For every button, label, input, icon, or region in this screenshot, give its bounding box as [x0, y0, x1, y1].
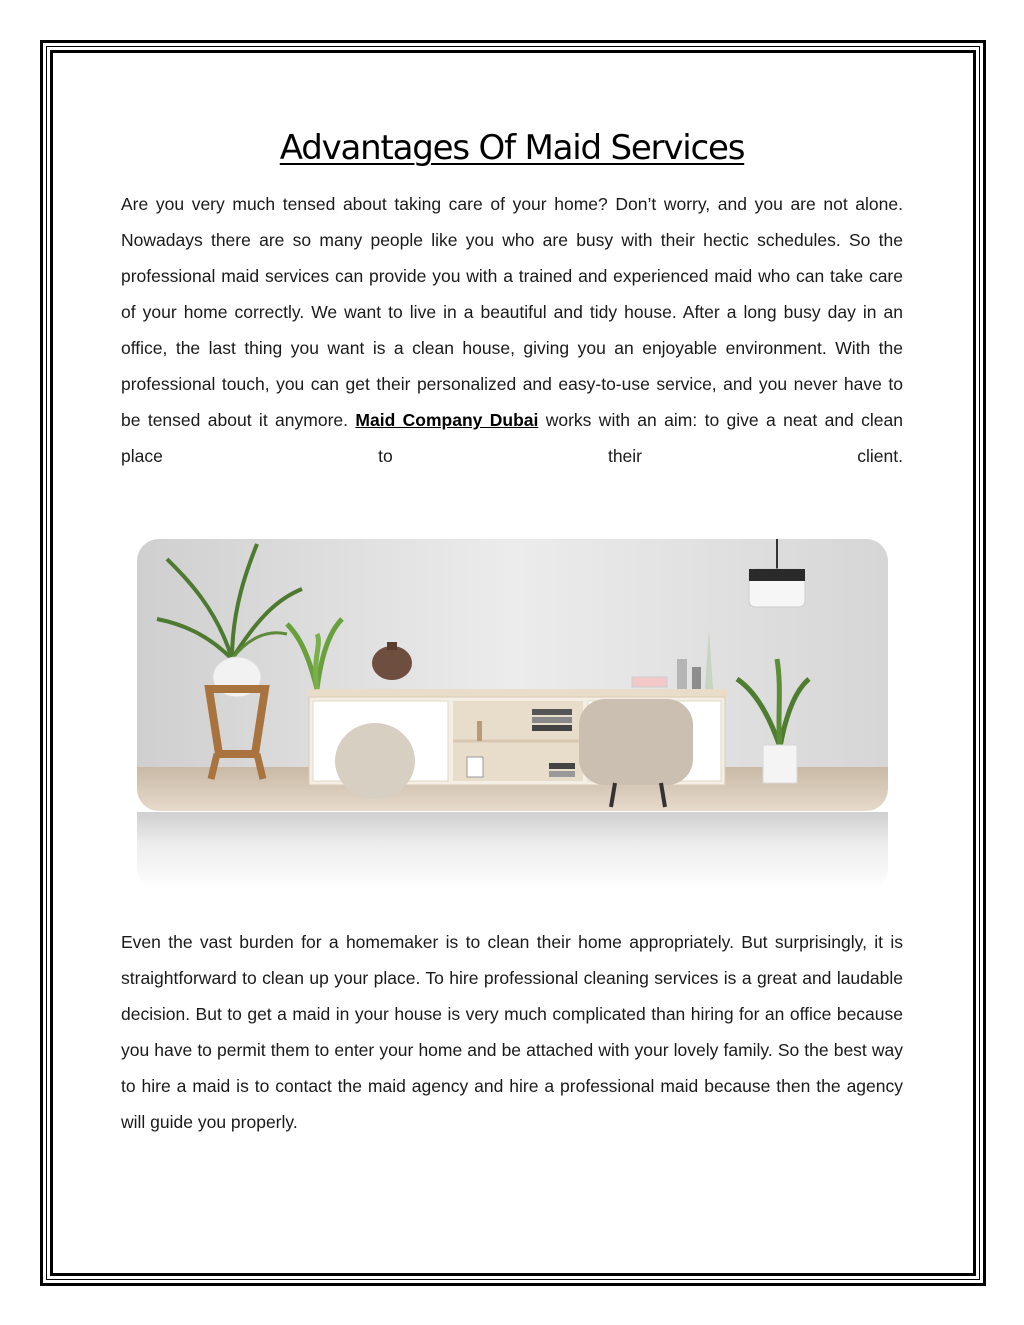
maid-company-dubai-link[interactable]: Maid Company Dubai — [355, 410, 539, 430]
body-paragraph: Even the vast burden for a homemaker is to clean their home appropriately. But surprisingly, it is straightforward to clean up your place. To hire professional cleaning services is a great and laudable decision. But to get a maid in your house is very much complicated than hiring for an office because you have to permit them to enter your home and be attached with your lovely family. So the best way to hire a maid is to contact the maid agency and hire a professional maid because then the agency will guide you properly. — [121, 932, 903, 1132]
pouf-left — [335, 723, 415, 799]
image-reflection — [137, 812, 888, 890]
intro-text-end: works with an aim: to give a neat and clean place to their client. — [121, 410, 903, 466]
living-room-image — [137, 539, 888, 811]
page-title: Advantages Of Maid Services — [279, 128, 745, 168]
vase — [372, 646, 412, 680]
intro-text: Are you very much tensed about taking care of your home? Don’t worry, and you are not alone. Nowadays there are so many people like you who are busy with their hectic schedules. So the professional maid services can provide you with a trained and experienced maid who can take care of your home correctly. We want to live in a beautiful and tidy house. After a long busy day in an office, the last thing you want is a clean house, giving you an enjoyable environment. With the professional touch, you can get their personalized and easy-to-use service, and you never have to be tensed about it anymore. — [121, 194, 903, 430]
intro-paragraph — [121, 186, 903, 474]
